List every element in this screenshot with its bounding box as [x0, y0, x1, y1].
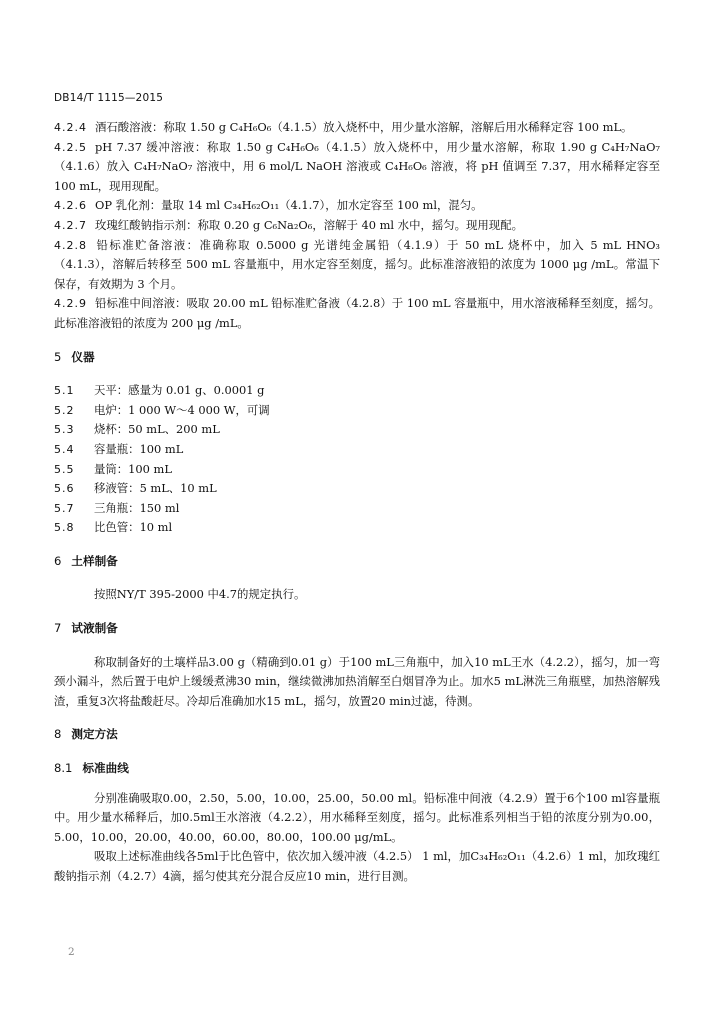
clause-number: 4.2.9	[54, 297, 87, 311]
clause-number: 4.2.8	[54, 238, 87, 252]
clause-number: 4.2.7	[54, 218, 87, 232]
soil-prep-body: 按照NY/T 395-2000 中4.7的规定执行。	[94, 587, 306, 602]
instrument-item	[54, 460, 660, 480]
solution-prep-body: 称取制备好的土壤样品3.00 g（精确到0.01 g）于100 mL三角瓶中，加入10 mL王水（4.2.2），摇匀，加一弯颈小漏斗，然后置于电炉上缓缓煮沸30 min，继续微沸加热消解至白烟冒净为止。加水5 mL淋洗三角瓶壁，加热溶解残渣，重复3次将盐酸赶尽。冷却后准确加水15 mL，摇匀，放置20 min过滤，待测。	[54, 654, 660, 708]
section-heading-soil-prep	[54, 552, 660, 572]
instrument-item	[54, 401, 660, 421]
subsection-heading-standard-curve	[54, 759, 660, 779]
reagent-4-2-5	[54, 138, 660, 197]
instrument-item	[54, 518, 660, 538]
clause-number: 4.2.5	[54, 140, 87, 154]
reagent-4-2-7	[54, 216, 660, 236]
instrument-item	[54, 381, 660, 401]
clause-text: 比色管：10 ml	[94, 520, 173, 535]
section-heading-method	[54, 725, 660, 745]
reagent-4-2-4	[54, 118, 660, 138]
page-content	[54, 118, 660, 887]
clause-text: 铅标准贮备溶液：准确称取 0.5000 g 光谱纯金属铅（4.1.9）于 50 mL 烧杯中，加入 5 mL HNO₃（4.1.3），溶解后转移至 500 mL 容量瓶中，用水定容至刻度，摇匀。此标准溶液铅的浓度为 1000 μg /mL。常温下保存，有效期为 3 个月。	[54, 237, 660, 291]
clause-text: 烧杯：50 mL、200 mL	[94, 422, 220, 437]
clause-number: 5.3	[54, 423, 75, 437]
clause-number: 5.7	[54, 501, 75, 515]
clause-number: 4.2.4	[54, 121, 87, 134]
section-title: 仪器	[71, 349, 95, 364]
clause-number: 5.5	[54, 462, 75, 476]
section-title: 土样制备	[71, 553, 118, 568]
section-number: 8	[54, 727, 62, 742]
clause-number: 5.6	[54, 482, 75, 496]
section-number: 5	[54, 349, 62, 364]
reagent-4-2-6	[54, 196, 660, 216]
section-title: 测定方法	[71, 727, 118, 742]
instrument-item	[54, 479, 660, 499]
section-heading-instruments	[54, 348, 660, 368]
clause-number: 5.8	[54, 521, 75, 535]
reagent-4-2-9	[54, 294, 660, 333]
subsection-number: 8.1	[54, 761, 73, 776]
section-number: 6	[54, 553, 62, 568]
instrument-item	[54, 420, 660, 440]
clause-text: pH 7.37 缓冲溶液：称取 1.50 g C₄H₆O₆（4.1.5）放入烧杯中，用少量水溶解，称取 1.90 g C₄H₇NaO₇（4.1.6）放入 C₄H₇NaO₇ 溶液中，用 6 mol/L NaOH 溶液或 C₄H₆O₆ 溶液，将 pH 值调至 7.37，用水稀释定容至 100 mL，现用现配。	[54, 139, 660, 193]
clause-text: 量筒：100 mL	[94, 461, 172, 476]
clause-text: 移液管：5 mL、10 mL	[94, 481, 217, 496]
subsection-title: 标准曲线	[82, 761, 129, 776]
clause-text: 天平：感量为 0.01 g、0.0001 g	[94, 383, 265, 398]
clause-number: 5.4	[54, 442, 75, 456]
standard-curve-para-1: 分别准确吸取0.00，2.50，5.00，10.00，25.00，50.00 ml。铅标准中间液（4.2.9）置于6个100 ml容量瓶中。用少量水稀释后，加0.5ml王水溶液（4.2.2），用水稀释至刻度，摇匀。此标准系列相当于铅的浓度分别为0.00，5.00，10.00，20.00，40.00，60.00，80.00，100.00 μg/mL。	[54, 790, 660, 844]
clause-number: 4.2.6	[54, 199, 87, 213]
clause-text: 容量瓶：100 mL	[94, 441, 184, 456]
clause-number: 5.1	[54, 384, 75, 398]
clause-number: 5.2	[54, 403, 75, 417]
section-number: 7	[54, 621, 62, 636]
page-number: 2	[68, 946, 75, 958]
instrument-item	[54, 440, 660, 460]
standard-curve-para-2: 吸取上述标准曲线各5ml于比色管中，依次加入缓冲液（4.2.5） 1 ml，加C₃₄H₆₂O₁₁（4.2.6）1 ml，加玫瑰红酸钠指示剂（4.2.7）4滴，摇匀使其充分混合反应10 min，进行目测。	[54, 849, 660, 883]
clause-text: 玫瑰红酸钠指示剂：称取 0.20 g C₆Na₂O₆，溶解于 40 ml 水中，摇匀。现用现配。	[95, 217, 523, 232]
clause-text: 铅标准中间溶液：吸取 20.00 mL 铅标准贮备液（4.2.8）于 100 mL 容量瓶中，用水溶液稀释至刻度，摇匀。此标准溶液铅的浓度为 200 μg /mL。	[54, 296, 660, 330]
clause-text: OP 乳化剂：量取 14 ml C₃₄H₆₂O₁₁（4.1.7），加水定容至 100 ml，混匀。	[95, 198, 483, 213]
instrument-item	[54, 499, 660, 519]
document-code-header: DB14/T 1115—2015	[54, 92, 164, 104]
clause-text: 酒石酸溶液：称取 1.50 g C₄H₆O₆（4.1.5）放入烧杯中，用少量水溶解，溶解后用水稀释定容 100 mL。	[95, 120, 633, 134]
reagent-4-2-8	[54, 236, 660, 295]
section-heading-solution-prep	[54, 619, 660, 639]
section-title: 试液制备	[71, 621, 118, 636]
clause-text: 三角瓶：150 ml	[94, 500, 180, 515]
clause-text: 电炉：1 000 W～4 000 W，可调	[94, 402, 270, 417]
